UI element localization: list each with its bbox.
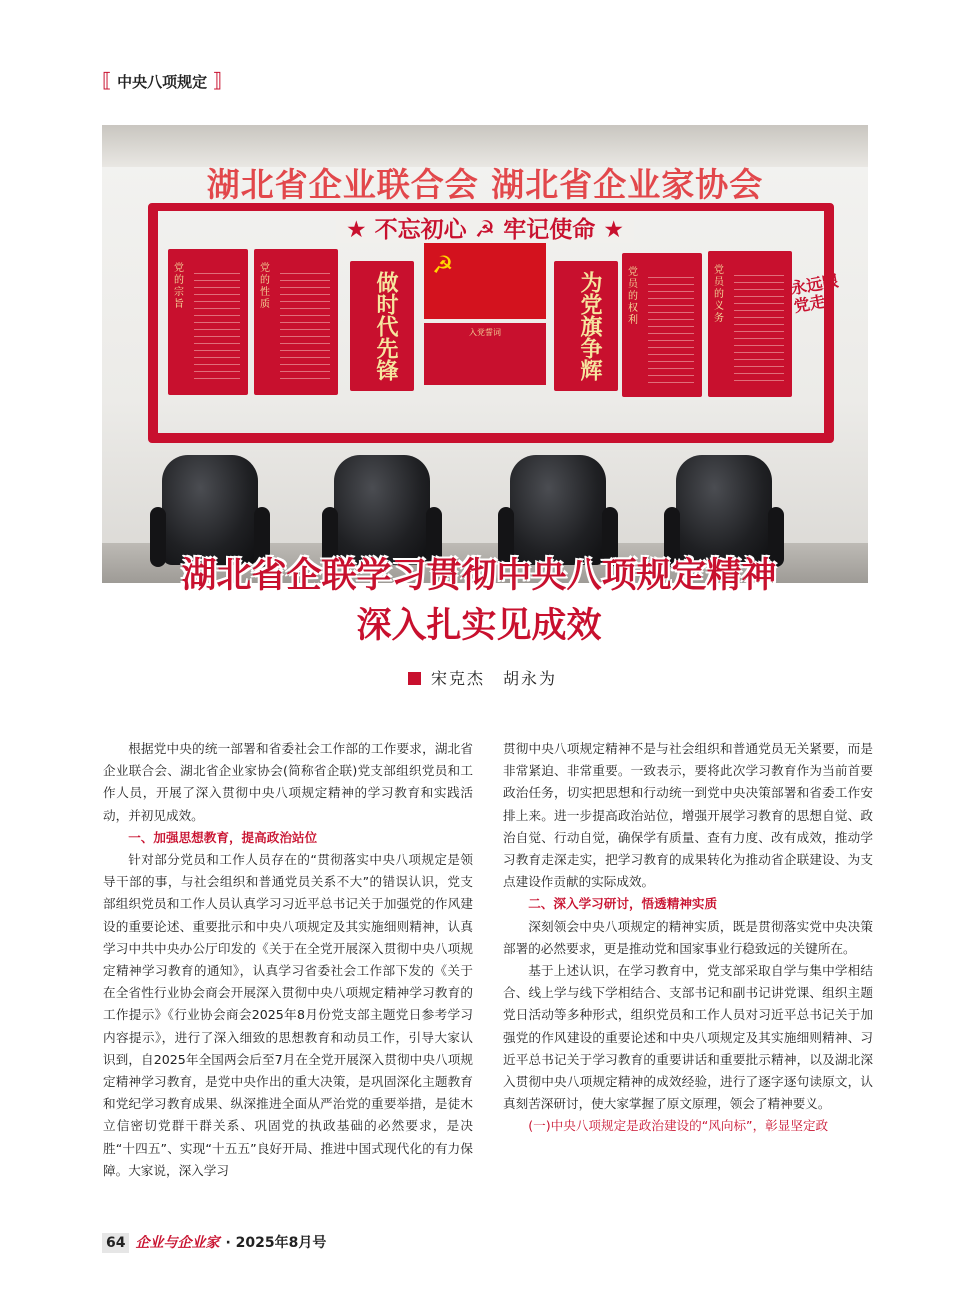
subsection-heading: (一)中央八项规定是政治建设的“风向标”，彰显坚定政 [528, 1118, 829, 1134]
panel-slogan: 为党旗争辉 [577, 271, 602, 381]
panel-title: 党员的权利 [628, 267, 638, 326]
oath-panel [424, 323, 546, 385]
magazine-name: 企业与企业家 [135, 1235, 220, 1251]
page-number: 64 [102, 1233, 129, 1253]
header-photo [102, 125, 868, 583]
panel-party-nature [254, 249, 338, 395]
panel-title: 党的性质 [260, 263, 270, 310]
panel-member-duties [708, 251, 792, 397]
panel-text-lines [648, 271, 694, 383]
panel-party-purpose [168, 249, 248, 395]
panel-text-lines [734, 269, 784, 383]
panel-member-rights [622, 253, 702, 397]
article-title-line2: 深入扎实见成效 [356, 605, 602, 646]
party-flag [424, 243, 546, 319]
issue-date: · 2025年8月号 [225, 1235, 327, 1251]
panel-flag-glory [554, 261, 618, 391]
section-tag [102, 68, 222, 92]
byline [408, 666, 557, 689]
slogan [102, 211, 868, 244]
slogan-text: ★ 不忘初心 ☭ 牢记使命 ★ [336, 217, 634, 243]
right-bracket-icon: ⟧ [212, 68, 223, 92]
paragraph-continued: 贯彻中央八项规定精神不是与社会组织和普通党员无关紧要，而是非常紧迫、非常重要。一致表示，要将此次学习教育作为当前首要政治任务，切实把思想和行动统一到党中央决策部署和省委工作安排上来。进一步提高政治站位，增强开展学习教育的思想自觉、政治自觉、行动自觉，确保学有质量、查有力度、改有成效，推动学习教育走深走实，把学习教育的成果转化为推动省企联建设、为支点建设作贡献的实际成效。 [503, 741, 873, 890]
right-column [503, 738, 873, 1138]
panel-slogan: 做时代先锋 [373, 271, 398, 381]
panel-text-lines [280, 267, 330, 381]
panel-title: 党员的义务 [714, 265, 724, 324]
wall-slogan: 永远跟党走 [789, 271, 840, 316]
square-bullet-icon [408, 672, 421, 685]
org-banner: 湖北省企业联合会 湖北省企业家协会 [206, 165, 764, 204]
section-heading: 一、加强思想教育，提高政治站位 [128, 829, 318, 845]
left-column [103, 738, 473, 1182]
left-bracket-icon: ⟦ [102, 68, 112, 92]
page-footer [102, 1232, 326, 1253]
section-heading: 二、深入学习研讨，悟透精神实质 [528, 896, 718, 912]
paragraph: 针对部分党员和工作人员存在的“贯彻落实中央八项规定是领导干部的事，与社会组织和普通党员关系不大”的错误认识，党支部组织党员和工作人员认真学习习近平总书记关于加强党的作风建设的重要论述、重要批示和中央八项规定及其实施细则精神，认真学习中共中央办公厅印发的《关于在全党开展深入贯彻中央八项规定精神学习教育的通知》，认真学习省委社会工作部下发的《关于在全省性行业协会商会开展深入贯彻中央八项规定精神学习教育的工作提示》《行业协会商会2025年8月份党支部主题党日参考学习内容提示》，进行了深入细致的思想教育和动员工作，引导大家认识到，自2025年全国两会后至7月在全党开展深入贯彻中央八项规定精神学习教育，是党中央作出的重大决策，是巩固深化主题教育和党纪学习教育成果、纵深推进全面从严治党的重要举措，是徒木立信密切党群干群关系、巩固党的执政基础的必然要求，是决胜“十四五”、实现“十五五”良好开局、推进中国式现代化的有力保障。大家说，深入学习 [103, 852, 473, 1178]
article-title-line1: 湖北省企联学习贯彻中央八项规定精神 [181, 555, 777, 596]
authors: 宋克杰 胡永为 [431, 669, 558, 688]
oath-title: 入党誓词 [469, 328, 501, 337]
panel-title: 党的宗旨 [174, 263, 184, 310]
paragraph: 根据党中央的统一部署和省委社会工作部的工作要求，湖北省企业联合会、湖北省企业家协会(简称省企联)党支部组织党员和工作人员，开展了深入贯彻中央八项规定精神的学习教育和实践活动，并初见成效。 [103, 741, 473, 823]
hammer-sickle-icon: ☭ [432, 251, 454, 279]
paragraph: 深刻领会中央八项规定的精神实质，既是贯彻落实党中央决策部署的必然要求，更是推动党和国家事业行稳致远的关键所在。 [503, 918, 873, 956]
section-tag-label: 中央八项规定 [117, 73, 208, 91]
panel-pioneer [350, 261, 414, 391]
panel-text-lines [194, 267, 240, 381]
paragraph: 基于上述认识，在学习教育中，党支部采取自学与集中学相结合、线上学与线下学相结合、支部书记和副书记讲党课、组织主题党日活动等多种形式，组织党员和工作人员对习近平总书记关于加强党的作风建设的重要论述和中央八项规定及其实施细则精神、习近平总书记关于学习教育的重要讲话和重要批示精神，以及湖北深入贯彻中央八项规定精神的成效经验，进行了逐字逐句读原文，认真刻苦深研讨，使大家掌握了原文原理，领会了精神要义。 [503, 963, 873, 1112]
